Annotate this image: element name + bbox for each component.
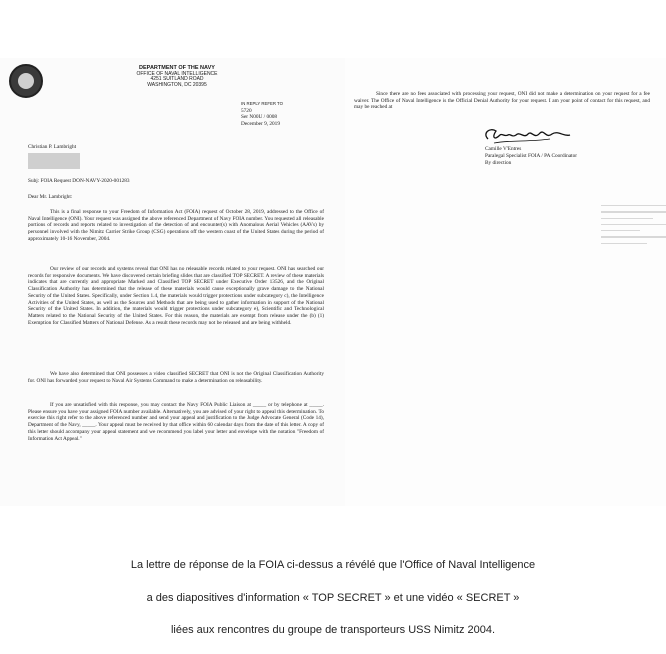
letterhead-city: WASHINGTON, DC 20395 <box>147 81 207 88</box>
paragraph-3: We have also determined that ONI possesses a video classified SECRET that ONI is not the Original Classification Authority for. ONI has forwarded your request to Naval Air Systems Command to make a determination on releasability. <box>28 371 324 384</box>
reference-serial: Ser N00U / 0008 <box>241 114 278 121</box>
reference-code: 5720 <box>241 107 252 114</box>
letterhead-office: OFFICE OF NAVAL INTELLIGENCE <box>136 70 218 77</box>
letter-date: December 9, 2019 <box>241 120 280 127</box>
caption-line-3: liées aux rencontres du groupe de transporteurs USS Nimitz 2004. <box>170 624 496 636</box>
subject-line: Subj: FOIA Request DON-NAVY-2020-001283 <box>28 178 130 184</box>
bleed-through-lines <box>601 205 666 265</box>
caption-line-2: a des diapositives d'information « TOP SECRET » et une vidéo « SECRET » <box>146 592 520 604</box>
paragraph-2: Our review of our records and systems reveal that ONI has no releasable records related to your request. ONI has searched our records for responsive documents. We have discovered certain briefing slides that are classified TOP SECRET. A review of these materials indicates that are currently and appropriate Marked and Classified TOP SECRET under Executive Order 13526, and the Original Classification Authority has determined that the release of these materials would cause exceptionally grave damage to the National Security of the United States. Specifically, under Section 1.4, the materials would trigger protections under subcategory c), the Intelligence Activities of the United States, as well as the Sources and Methods that are being used to gather information in support of the National Security of the United States. In addition, the materials would trigger protections under subcategory e), Scientific and Technological Matters related to the National Security of the United States. For this reason, the materials are exempt from release under the (b) (1) Exemption for Classified Matters of National Defense. As a result these records may not be released and are being withheld. <box>28 266 324 326</box>
letterhead <box>112 66 242 88</box>
reference-label: IN REPLY REFER TO <box>241 101 283 106</box>
letterhead-department: DEPARTMENT OF THE NAVY <box>139 65 215 71</box>
reference-block <box>241 101 283 127</box>
paragraph-1: This is a final response to your Freedom of Information Act (FOIA) request of October 28, 2019, addressed to the Office of Naval Intelligence (ONI). Your request was assigned the above referenced Department of Navy FOIA number. You requested all releasable portions of records and reports related to investigation of the detection of and encounter(s) with Anomalous Aerial Vehicles (AAVs) by personnel involved with the Nimitz Carrier Strike Group (CSG) operations off the western coast of the United States during the period of approximately 10-16 November, 2004. <box>28 209 324 242</box>
signer-authority: By direction <box>485 160 512 166</box>
redacted-address <box>28 153 80 169</box>
salutation: Dear Mr. Lambright: <box>28 194 73 200</box>
signature-image <box>480 125 575 147</box>
signer-title: Paralegal Specialist FOIA / PA Coordinator <box>485 153 578 159</box>
paragraph-4: If you are unsatisfied with this response, you may contact the Navy FOIA Public Liaison at _____ or by telephone at _____. Please ensure you have your assigned FOIA number available. Alternatively, you are advised of your right to appeal this determination. To exercise this right refer to the above referenced number and send your appeal and justification to the Judge Advocate General (Code 14), Department of the Navy, _____. Your appeal must be received by that office within 60 calendar days from the date of this letter. A copy of this letter should accompany your appeal statement and we recommend you label your letter and envelope with the notation "Freedom of Information Act Appeal." <box>28 402 324 442</box>
caption-line-1: La lettre de réponse de la FOIA ci-dessus a révélé que l'Office of Naval Intelligence <box>130 559 536 571</box>
navy-seal-logo <box>9 64 43 98</box>
letterhead-street: 4251 SUITLAND ROAD <box>150 76 204 83</box>
addressee-name: Christian P. Lambright <box>28 144 77 150</box>
signer-name: Camille V'Entres <box>485 146 522 152</box>
page2-paragraph: Since there are no fees associated with processing your request, ONI did not make a determination on your request for a fee waiver. The Office of Naval Intelligence is the Official Denial Authority for your request. I am your point of contact for this request, and may be reached at <box>354 91 650 111</box>
